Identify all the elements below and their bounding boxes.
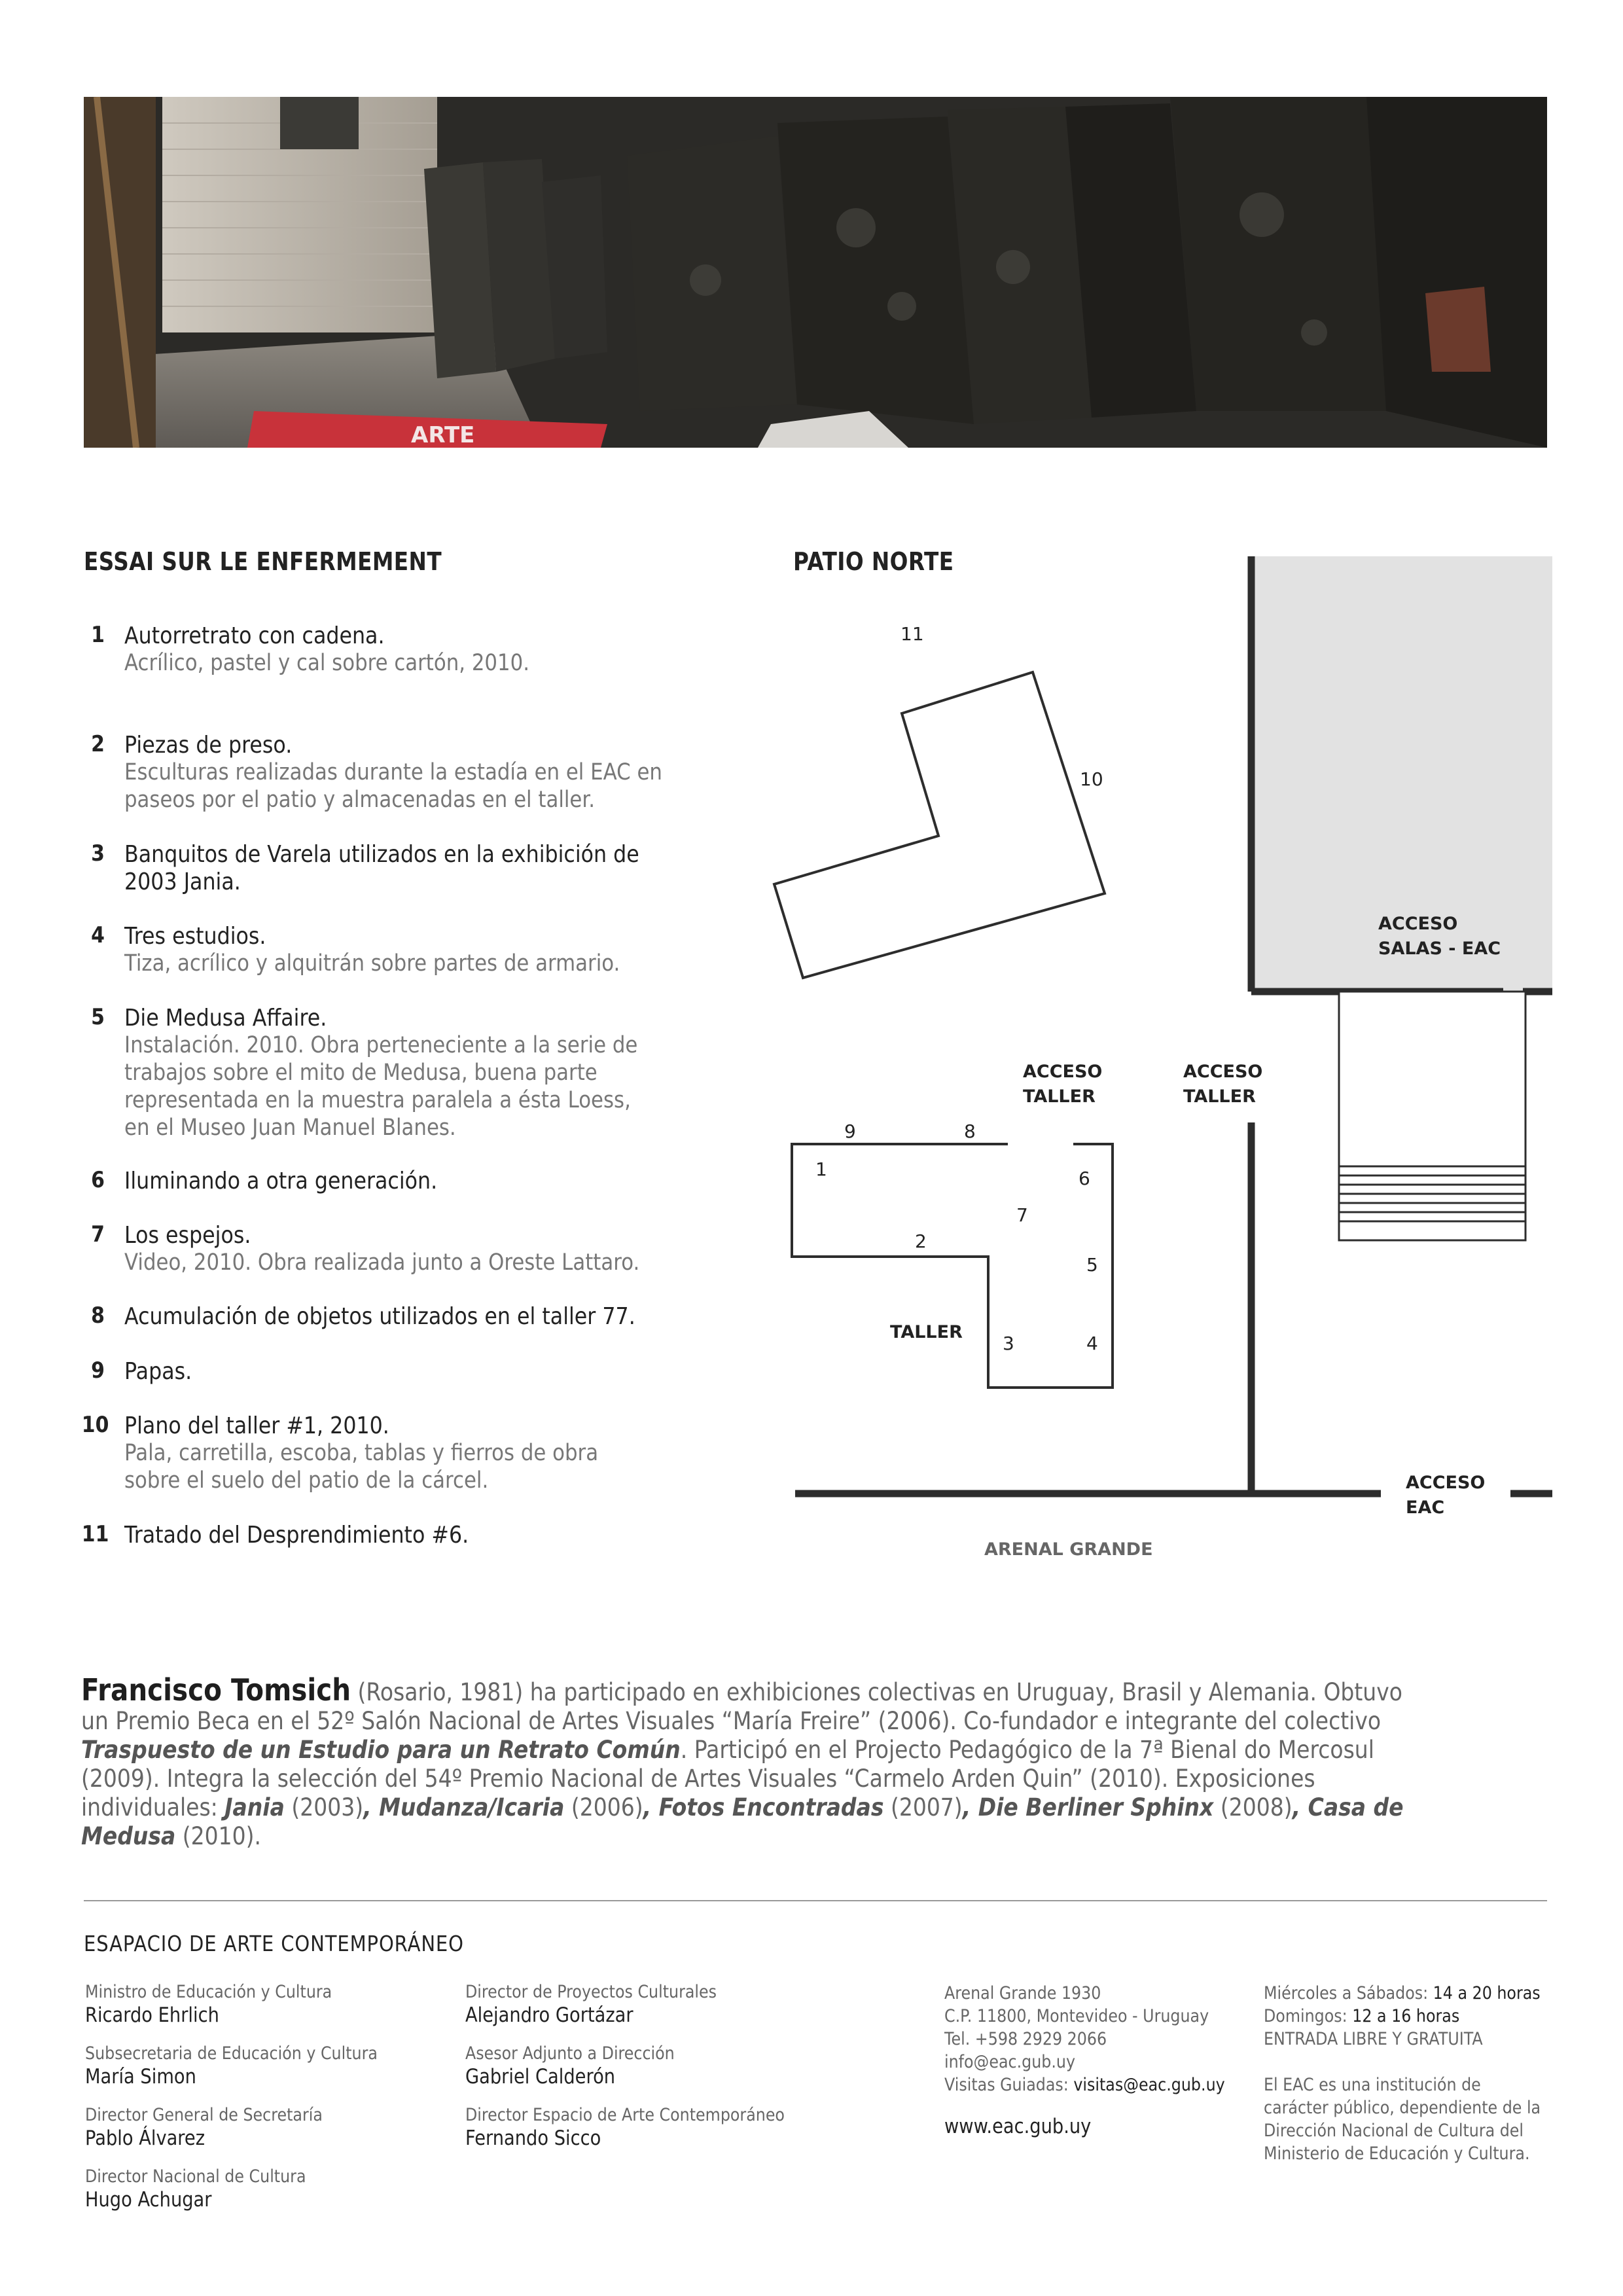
item-title: Acumulación de objetos utilizados en el taller 77.: [124, 1303, 635, 1330]
hours-weekdays: [1264, 1982, 1541, 2005]
staff-role: Director Espacio de Arte Contemporáneo: [465, 2105, 785, 2125]
footer-contact: [944, 1982, 1225, 2138]
institution-note: Ministerio de Educación y Cultura.: [1264, 2144, 1530, 2164]
visits-email[interactable]: visitas@eac.gub.uy: [1073, 2075, 1225, 2095]
item-number: 6: [91, 1167, 105, 1193]
footer-staff-col-2: [465, 1982, 785, 2166]
item-desc: Pala, carretilla, escoba, tablas y fierros de obra: [124, 1440, 599, 1466]
staff-role: Subsecretaria de Educación y Cultura: [85, 2043, 378, 2064]
item-desc: Video, 2010. Obra realizada junto a Oreste Lattaro.: [124, 1249, 640, 1276]
stairs-steps: [1339, 1166, 1525, 1221]
map-label-acceso-salas-b: SALAS - EAC: [1378, 939, 1501, 959]
entry-info: ENTRADA LIBRE Y GRATUITA: [1264, 2029, 1483, 2049]
bio-emphasis: Traspuesto de un Estudio para un Retrato Común: [81, 1735, 681, 1764]
bio-text: (2006): [564, 1793, 643, 1821]
institution-note: El EAC es una institución de: [1264, 2075, 1481, 2095]
item-title: Tres estudios.: [124, 923, 266, 950]
arte-sign-text: ARTE: [411, 422, 475, 448]
staff-name: Alejandro Gortázar: [465, 2003, 633, 2027]
contact-address: Arenal Grande 1930: [944, 1983, 1101, 2003]
staff-role: Director de Proyectos Culturales: [465, 1982, 717, 2002]
staff-role: Director General de Secretaría: [85, 2105, 323, 2125]
map-label-acceso-eac: ACCESO: [1406, 1473, 1486, 1493]
map-label-1: 1: [815, 1158, 827, 1180]
map-label-2: 2: [915, 1230, 927, 1252]
map-label-taller: TALLER: [890, 1322, 963, 1342]
map-label-11: 11: [901, 623, 924, 645]
bio-emphasis: , Mudanza/Icaria: [363, 1793, 565, 1821]
item-number: 3: [91, 840, 105, 867]
essai-section-title: ESSAI SUR LE ENFERMEMENT: [84, 547, 442, 576]
sunday-label: Domingos:: [1264, 2006, 1353, 2026]
item-number: 2: [91, 731, 105, 757]
item-number: 11: [81, 1521, 109, 1547]
footer-title: ESAPACIO DE ARTE CONTEMPORÁNEO: [84, 1931, 464, 1956]
weekdays-label: Miércoles a Sábados:: [1264, 1983, 1433, 2003]
item-desc: Instalación. 2010. Obra perteneciente a la serie de: [124, 1032, 638, 1058]
item-desc: sobre el suelo del patio de la cárcel.: [124, 1467, 489, 1494]
institution-note: Dirección Nacional de Cultura del: [1264, 2121, 1524, 2141]
map-label-10: 10: [1080, 768, 1103, 790]
item-title: Iluminando a otra generación.: [124, 1168, 438, 1194]
bio-emphasis: , Fotos Encontradas: [643, 1793, 884, 1821]
studio-photo-illustration: [84, 97, 1547, 448]
map-label-acceso-taller-1: ACCESO: [1023, 1062, 1103, 1082]
taller-outline: [792, 1144, 1113, 1388]
map-label-acceso-taller-2: ACCESO: [1183, 1062, 1263, 1082]
staff-name: Pablo Álvarez: [85, 2126, 205, 2150]
item-number: 5: [91, 1004, 105, 1030]
item-desc: Esculturas realizadas durante la estadía en el EAC en: [124, 759, 662, 785]
item-number: 7: [91, 1221, 105, 1247]
contact-phone: Tel. +598 2929 2066: [944, 2029, 1107, 2049]
map-label-9: 9: [844, 1121, 856, 1142]
bio-text: (2010).: [175, 1821, 261, 1850]
staff-name: Gabriel Calderón: [465, 2065, 616, 2089]
bio-text: (2003): [284, 1793, 364, 1821]
map-label-acceso-eac-b: EAC: [1406, 1498, 1445, 1518]
staff-name: Hugo Achugar: [85, 2188, 212, 2212]
patio-norte-title: PATIO NORTE: [793, 547, 954, 576]
map-label-6: 6: [1079, 1168, 1090, 1189]
sunday-hours: 12 a 16 horas: [1352, 2006, 1460, 2026]
staff-role: Director Nacional de Cultura: [85, 2166, 306, 2187]
contact-email[interactable]: info@eac.gub.uy: [944, 2052, 1076, 2072]
map-label-8: 8: [964, 1121, 976, 1142]
weekdays-hours: 14 a 20 horas: [1433, 1983, 1541, 2003]
item-title: Plano del taller #1, 2010.: [124, 1412, 389, 1439]
work-10-11-outline: [774, 672, 1105, 978]
item-title: Piezas de preso.: [124, 732, 293, 759]
footer-staff-col-1: [85, 1982, 378, 2228]
item-desc: en el Museo Juan Manuel Blanes.: [124, 1115, 456, 1141]
bio-text: . Participó en el Projecto Pedagógico de la 7ª Bienal do Mercosul (2009). Integra la selección del 54º Premio Nacional de Artes Visuales “Carmelo Arden Quin” (2010). Exposiciones individuales:: [81, 1735, 1374, 1821]
item-number: 8: [91, 1302, 105, 1329]
item-desc: Tiza, acrílico y alquitrán sobre partes de armario.: [124, 950, 620, 977]
item-number: 10: [81, 1412, 109, 1438]
item-desc: representada en la muestra paralela a ésta Loess,: [124, 1087, 631, 1113]
item-desc: trabajos sobre el mito de Medusa, buena parte: [124, 1060, 597, 1086]
map-label-7: 7: [1016, 1204, 1028, 1226]
item-desc: paseos por el patio y almacenadas en el taller.: [124, 787, 596, 813]
contact-city: C.P. 11800, Montevideo - Uruguay: [944, 2006, 1209, 2026]
item-title: Autorretrato con cadena.: [124, 622, 385, 649]
map-label-acceso-taller-2b: TALLER: [1183, 1086, 1256, 1107]
floor-plan-map: [766, 550, 1564, 1571]
map-label-3: 3: [1003, 1333, 1014, 1354]
map-label-acceso-taller-1b: TALLER: [1023, 1086, 1096, 1107]
staff-name: Fernando Sicco: [465, 2126, 601, 2150]
footer-hours: [1264, 1982, 1541, 2165]
item-desc: Acrílico, pastel y cal sobre cartón, 2010.: [124, 650, 530, 676]
map-label-street: ARENAL GRANDE: [984, 1539, 1153, 1560]
map-label-acceso-salas: ACCESO: [1378, 914, 1458, 934]
footer-divider: [84, 1900, 1547, 1901]
website-link[interactable]: www.eac.gub.uy: [944, 2115, 1092, 2138]
contact-visits: [944, 2073, 1225, 2096]
artist-bio: [81, 1672, 1406, 1850]
bio-emphasis: , Die Berliner Sphinx: [962, 1793, 1214, 1821]
item-title: Papas.: [124, 1358, 192, 1385]
header-photo: [84, 97, 1547, 448]
item-title-cont: 2003 Jania.: [124, 869, 241, 895]
item-title: Tratado del Desprendimiento #6.: [124, 1522, 469, 1549]
bio-text: (2008): [1213, 1793, 1293, 1821]
staff-name: Ricardo Ehrlich: [85, 2003, 219, 2027]
staff-role: Ministro de Educación y Cultura: [85, 1982, 332, 2002]
item-title: Banquitos de Varela utilizados en la exhibición de: [124, 841, 639, 868]
map-label-5: 5: [1086, 1254, 1098, 1276]
map-label-4: 4: [1086, 1333, 1098, 1354]
bio-text: (Rosario, 1981) ha participado en exhibiciones colectivas en Uruguay, Brasil y Alemania. Obtuvo un Premio Beca en el 52º Salón Nacional de Artes Visuales “María Freire” (2006). Co-fundador e integrante del colectivo: [81, 1677, 1402, 1735]
staff-name: María Simon: [85, 2065, 196, 2089]
visits-label: Visitas Guiadas:: [944, 2075, 1074, 2095]
artist-name: Francisco Tomsich: [81, 1672, 351, 1708]
bio-emphasis: Jania: [224, 1793, 285, 1821]
item-number: 4: [91, 922, 105, 948]
bio-emphasis: , Casa de Medusa: [81, 1793, 1404, 1850]
item-title: Los espejos.: [124, 1222, 251, 1249]
hours-sunday: [1264, 2005, 1541, 2028]
bio-text: (2007): [883, 1793, 963, 1821]
item-number: 1: [91, 622, 105, 648]
institution-note: carácter público, dependiente de la: [1264, 2098, 1541, 2118]
staff-role: Asesor Adjunto a Dirección: [465, 2043, 675, 2064]
item-title: Die Medusa Affaire.: [124, 1005, 327, 1031]
item-number: 9: [91, 1357, 105, 1384]
